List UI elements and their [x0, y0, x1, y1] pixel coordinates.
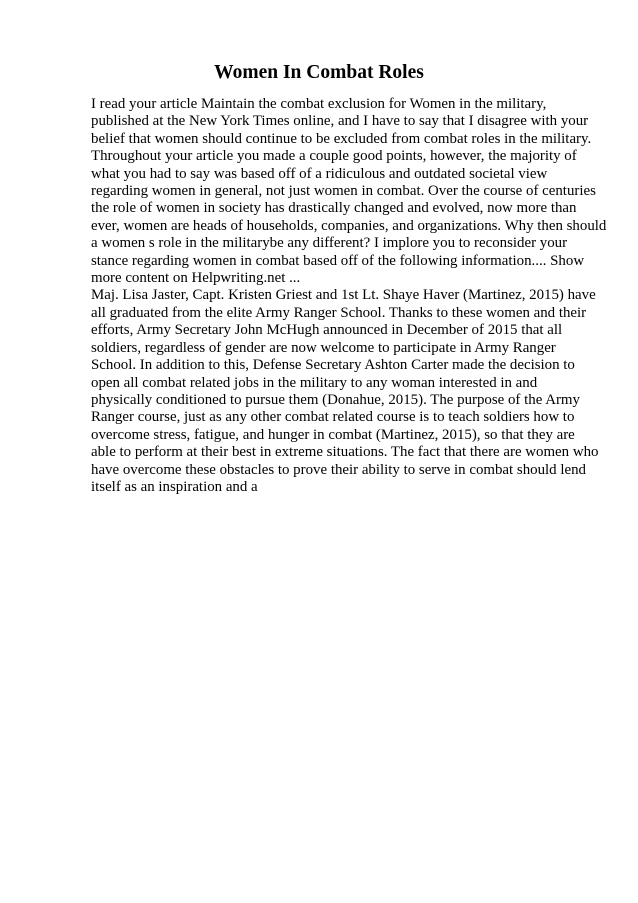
body-line: able to perform at their best in extreme situations. The fact that there are women who	[91, 444, 599, 461]
body-line: Throughout your article you made a couple good points, however, the majority of	[91, 148, 577, 165]
body-line: Maj. Lisa Jaster, Capt. Kristen Griest and 1st Lt. Shaye Haver (Martinez, 2015) have	[91, 287, 596, 304]
body-line: School. In addition to this, Defense Secretary Ashton Carter made the decision to	[91, 357, 575, 374]
body-line: ever, women are heads of households, companies, and organizations. Why then should	[91, 217, 607, 234]
document-title: Women In Combat Roles	[214, 62, 424, 83]
body-line: efforts, Army Secretary John McHugh announced in December of 2015 that all	[91, 322, 563, 339]
body-line: all graduated from the elite Army Ranger School. Thanks to these women and their	[91, 304, 587, 321]
body-line: physically conditioned to pursue them (Donahue, 2015). The purpose of the Army	[91, 391, 580, 408]
show-more-link[interactable]: more content on Helpwriting.net ...	[91, 270, 301, 287]
body-line: what you had to say was based off of a ridiculous and outdated societal view	[91, 165, 548, 182]
body-line: Ranger course, just as any other combat related course is to teach soldiers how to	[91, 409, 575, 426]
body-line: regarding women in general, not just women in combat. Over the course of centuries	[91, 183, 596, 200]
body-line: I read your article Maintain the combat exclusion for Women in the military,	[91, 96, 547, 112]
body-line: stance regarding women in combat based off of the following information.... Show	[91, 252, 585, 269]
body-line: published at the New York Times online, and I have to say that I disagree with your	[91, 113, 589, 130]
body-line: the role of women in society has drastically changed and evolved, now more than	[91, 200, 577, 217]
body-line: a women s role in the militarybe any different? I implore you to reconsider your	[91, 235, 568, 252]
body-line: open all combat related jobs in the military to any woman interested in and	[91, 374, 538, 391]
body-line: overcome stress, fatigue, and hunger in combat (Martinez, 2015), so that they are	[91, 426, 575, 443]
document-body	[91, 96, 638, 496]
body-line: belief that women should continue to be excluded from combat roles in the military.	[91, 130, 592, 147]
body-line: itself as an inspiration and a	[91, 478, 258, 495]
body-line: soldiers, regardless of gender are now welcome to participate in Army Ranger	[91, 339, 556, 356]
body-line: have overcome these obstacles to prove their ability to serve in combat should lend	[91, 461, 586, 478]
